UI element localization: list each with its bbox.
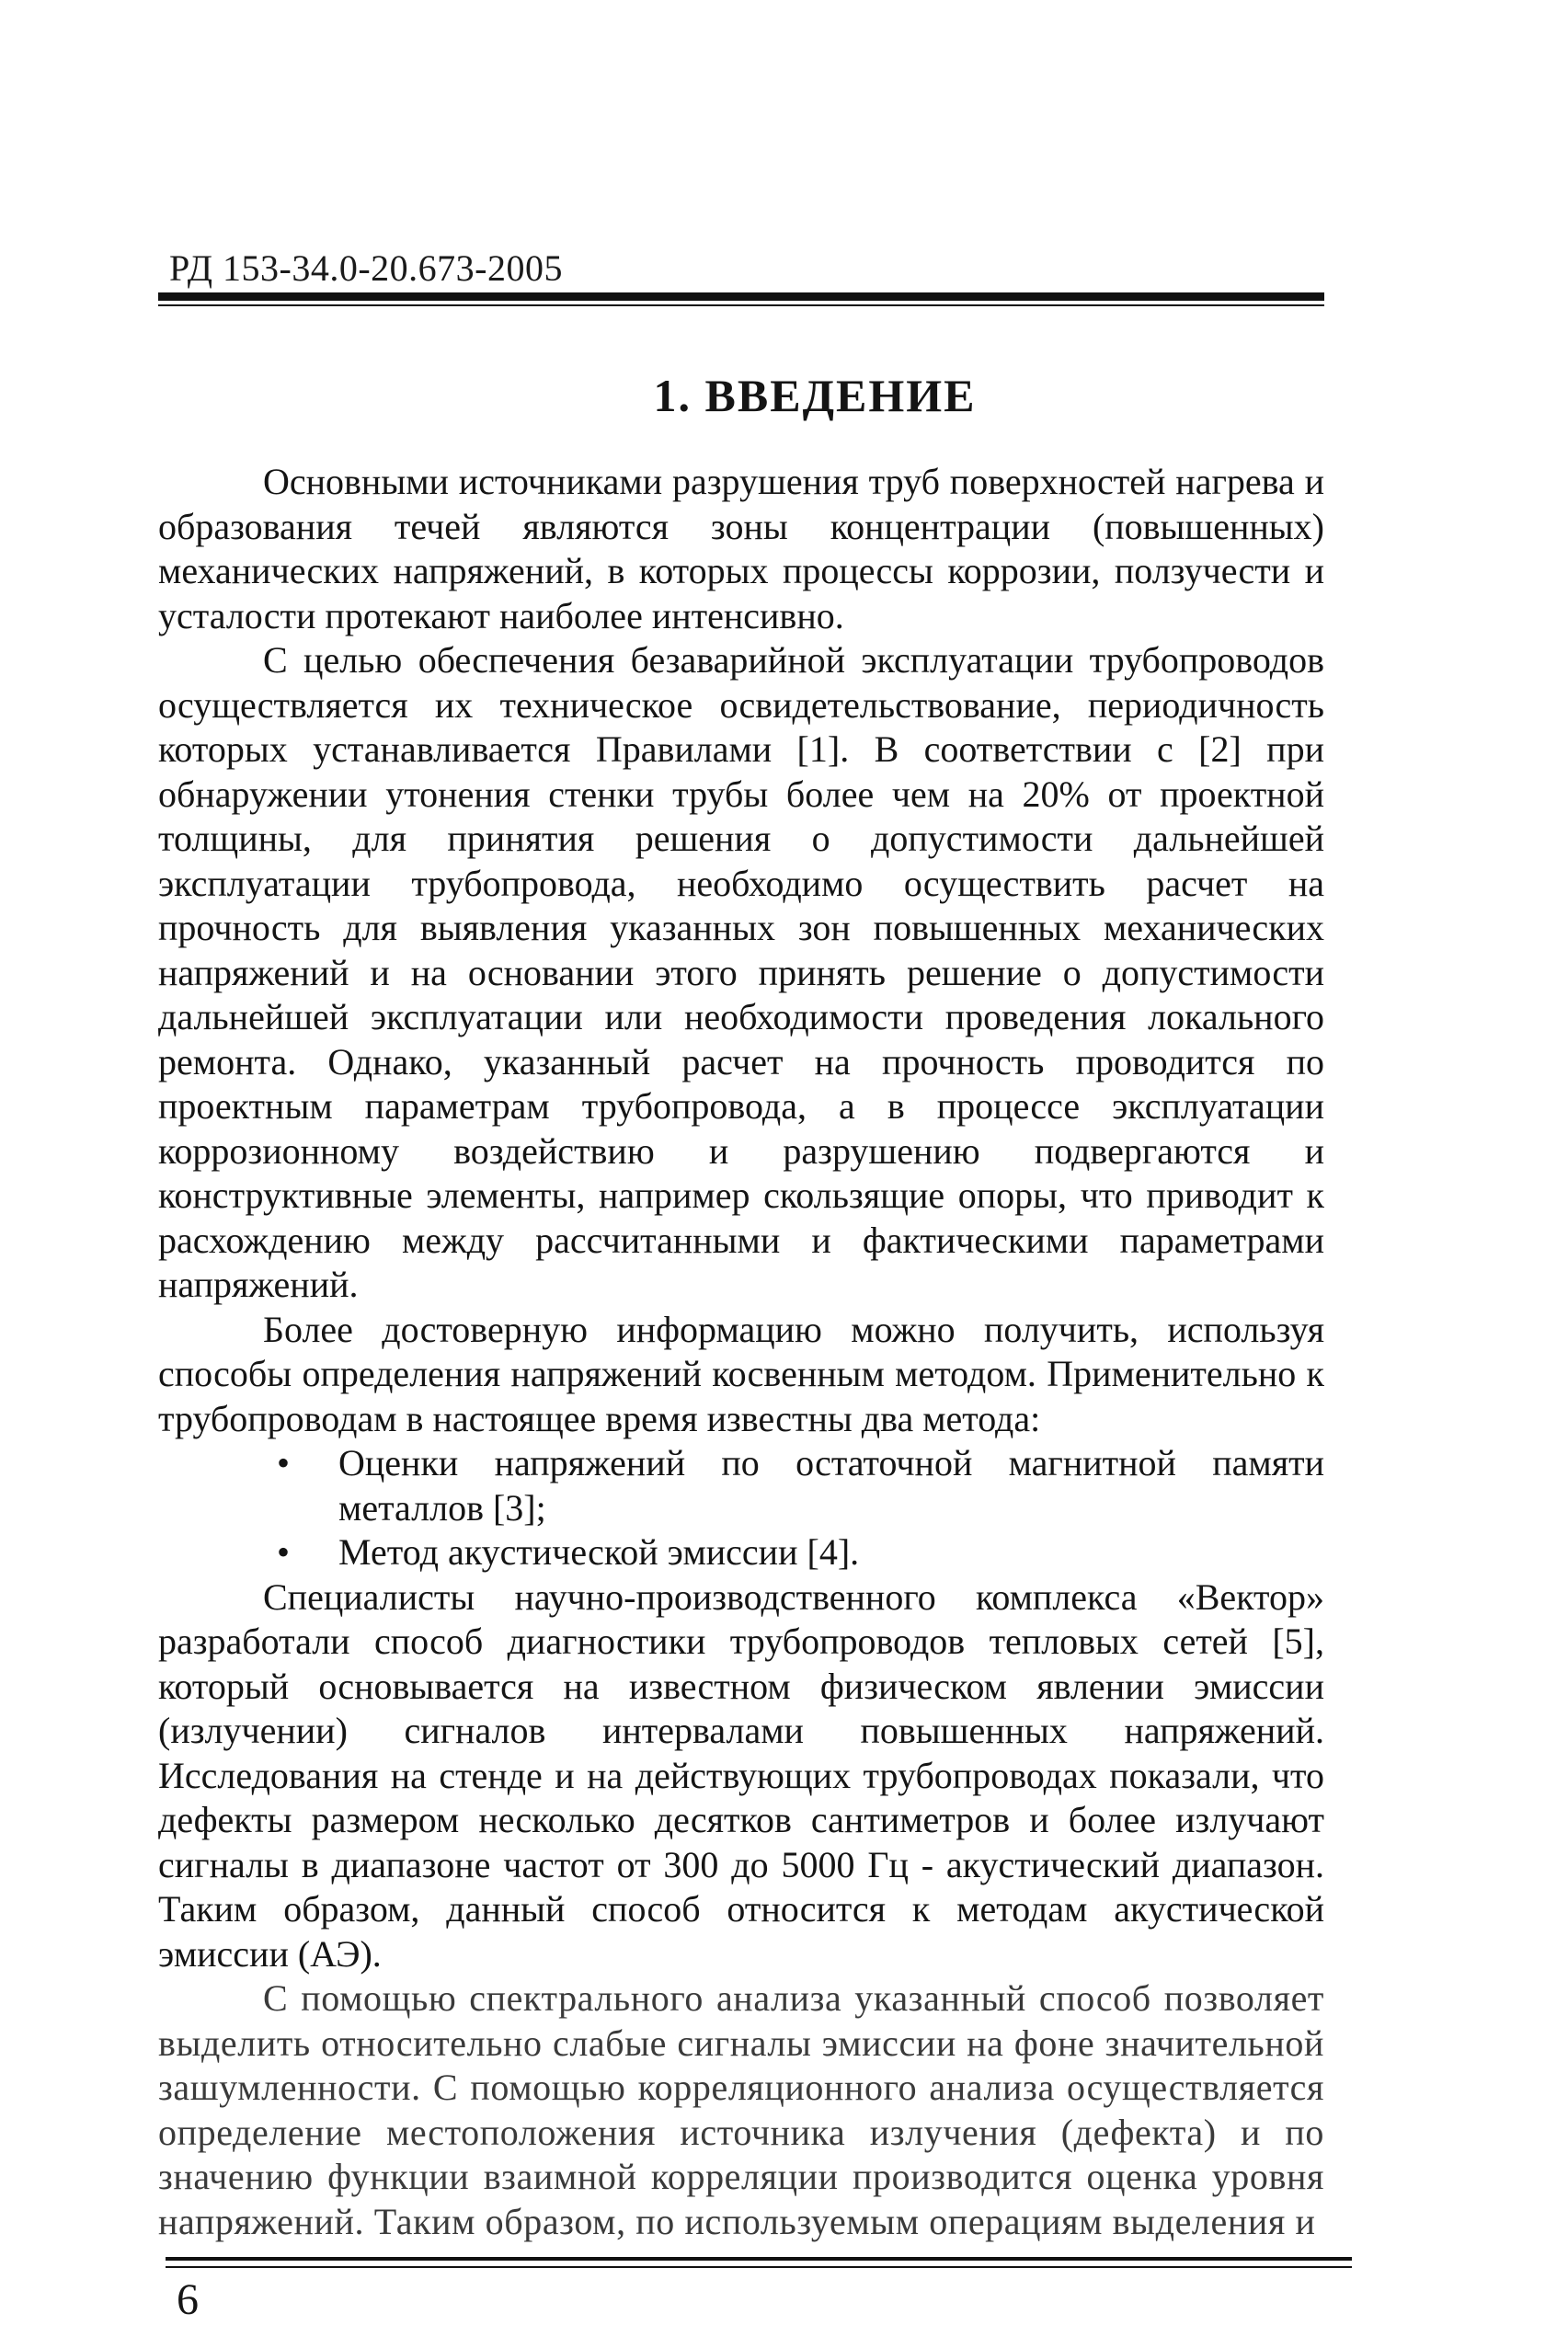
page-body: [158, 368, 1324, 2244]
paragraph-vector-method: Специалисты научно-производственного комплекса «Вектор» разработали способ диагностики трубопроводов тепловых сетей [5], который основывается на известном физическом явлении эмиссии (излучении) сигналов интервалами повышенных напряжений. Исследования на стенде и на действующих трубопроводах показали, что дефекты размером несколько десятков сантиметров и более излучают сигналы в диапазоне частот от 300 до 5000 Гц - акустический диапазон. Таким образом, данный способ относится к методам акустической эмиссии (АЭ).: [158, 1575, 1324, 1975]
section-title: 1. ВВЕДЕНИЕ: [653, 370, 977, 421]
paragraph-spectral-analysis: С помощью спектрального анализа указанный способ позволяет выделить относительно слабые сигналы эмиссии на фоне значительной зашумленности. С помощью корреляционного анализа осуществляется определение местоположения источника излучения (дефекта) и по значению функции взаимной корреляции производится оценка уровня напряжений. Таким образом, по используемым операциям выделения и: [158, 1977, 1324, 2242]
list-item: [158, 1530, 1324, 1575]
page-footer: [166, 2257, 1352, 2325]
list-item: [158, 1441, 1324, 1530]
footer-rule-thick: [166, 2257, 1352, 2261]
paragraph-intro: Основными источниками разрушения труб поверхностей нагрева и образования течей являются зоны концентрации (повышенных) механических напряжений, в которых процессы коррозии, ползучести и усталости протекают наиболее интенсивно.: [158, 461, 1324, 636]
list-item-text: Оценки напряжений по остаточной магнитной памяти металлов [3];: [338, 1442, 1324, 1529]
header-rule-thick: [158, 292, 1324, 301]
bullet-icon: •: [276, 1442, 290, 1483]
page-number: 6: [177, 2275, 199, 2324]
page-header: [158, 246, 1324, 306]
paragraph-inspection: С целью обеспечения безаварийной эксплуатации трубопроводов осуществляется их техническое освидетельствование, периодичность которых устанавливается Правилами [1]. В соответствии с [2] при обнаружении утонения стенки трубы более чем на 20% от проектной толщины, для принятия решения о допустимости дальнейшей эксплуатации трубопровода, необходимо осуществить расчет на прочность для выявления указанных зон повышенных механических напряжений и на основании этого принять решение о допустимости дальнейшей эксплуатации или необходимости проведения локального ремонта. Однако, указанный расчет на прочность проводится по проектным параметрам трубопровода, а в процессе эксплуатации коррозионному воздействию и разрушению подвергаются и конструктивные элементы, например скользящие опоры, что приводит к расхождению между рассчитанными и фактическими параметрами напряжений.: [158, 639, 1324, 1305]
paragraph-methods: Более достоверную информацию можно получить, используя способы определения напряжений косвенным методом. Применительно к трубопроводам в настоящее время известны два метода:: [158, 1308, 1324, 1439]
footer-rule-thin: [166, 2266, 1352, 2268]
bullet-icon: •: [276, 1531, 290, 1573]
methods-list: [158, 1441, 1324, 1575]
document-code: РД 153-34.0-20.673-2005: [169, 247, 563, 289]
list-item-text: Метод акустической эмиссии [4].: [338, 1531, 860, 1573]
header-rule-thin: [158, 304, 1324, 306]
